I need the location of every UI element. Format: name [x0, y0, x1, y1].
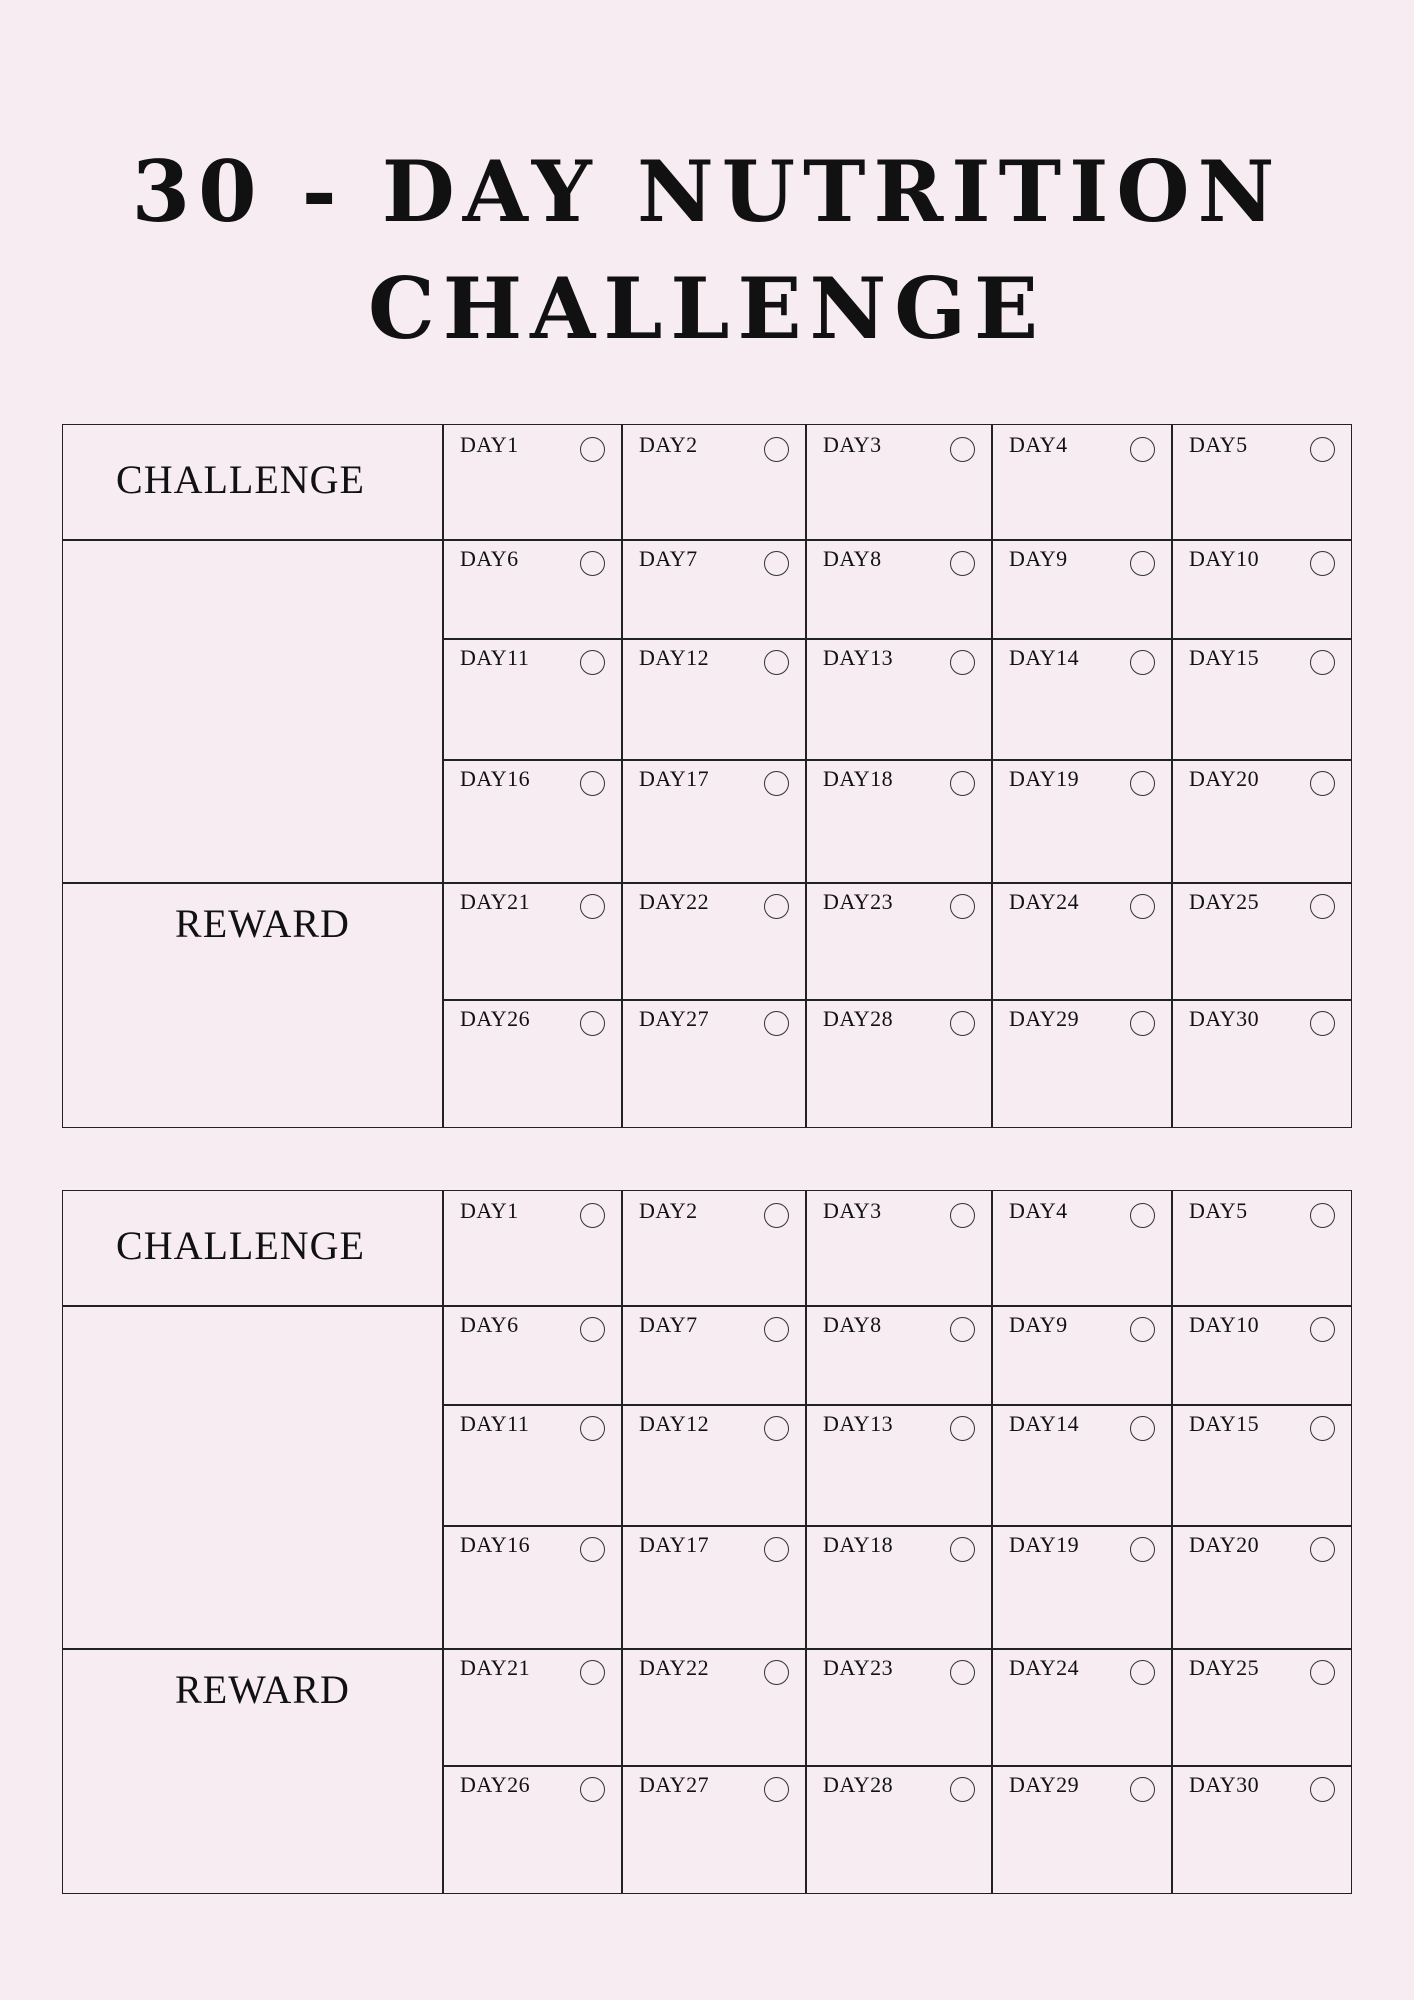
challenge-tracker — [62, 424, 1352, 1128]
day-checkbox-circle[interactable] — [580, 1660, 605, 1685]
day-label: DAY4 — [1009, 432, 1068, 457]
day-checkbox-circle[interactable] — [580, 894, 605, 919]
challenge-label: CHALLENGE — [116, 457, 365, 502]
day-cell — [621, 425, 805, 539]
day-label: DAY15 — [1189, 645, 1260, 670]
day-label: DAY14 — [1009, 1411, 1080, 1436]
day-cell — [805, 1404, 991, 1525]
day-cell — [805, 1765, 991, 1895]
day-checkbox-circle[interactable] — [1130, 1203, 1155, 1228]
day-cell — [991, 1404, 1171, 1525]
day-label: DAY22 — [639, 1655, 710, 1680]
day-cell — [621, 1765, 805, 1895]
day-checkbox-circle[interactable] — [764, 437, 789, 462]
day-checkbox-circle[interactable] — [764, 1416, 789, 1441]
day-checkbox-circle[interactable] — [1130, 1777, 1155, 1802]
day-cell — [1171, 1648, 1351, 1765]
page-title-line-1: 30 - DAY NUTRITION — [131, 142, 1283, 241]
day-cell — [991, 759, 1171, 882]
day-cell — [991, 539, 1171, 638]
day-checkbox-circle[interactable] — [1310, 1416, 1335, 1441]
day-label: DAY3 — [823, 1198, 882, 1223]
day-cell — [805, 425, 991, 539]
day-cell — [1171, 425, 1351, 539]
day-checkbox-circle[interactable] — [1310, 1203, 1335, 1228]
day-cell — [442, 1525, 621, 1648]
day-checkbox-circle[interactable] — [1310, 1011, 1335, 1036]
day-cell — [991, 999, 1171, 1129]
day-label: DAY10 — [1189, 1312, 1260, 1337]
day-cell — [442, 759, 621, 882]
day-checkbox-circle[interactable] — [580, 551, 605, 576]
day-cell — [1171, 638, 1351, 759]
day-label: DAY25 — [1189, 1655, 1260, 1680]
day-cell — [805, 759, 991, 882]
day-label: DAY26 — [460, 1006, 531, 1031]
day-checkbox-circle[interactable] — [950, 1537, 975, 1562]
day-checkbox-circle[interactable] — [1130, 650, 1155, 675]
day-cell — [1171, 882, 1351, 999]
day-cell — [1171, 1305, 1351, 1404]
day-cell — [621, 539, 805, 638]
day-label: DAY30 — [1189, 1772, 1260, 1797]
day-label: DAY5 — [1189, 1198, 1248, 1223]
day-label: DAY18 — [823, 766, 894, 791]
day-label: DAY20 — [1189, 766, 1260, 791]
day-checkbox-circle[interactable] — [764, 1537, 789, 1562]
day-label: DAY6 — [460, 1312, 519, 1337]
day-cell — [442, 539, 621, 638]
day-checkbox-circle[interactable] — [1130, 771, 1155, 796]
day-label: DAY20 — [1189, 1532, 1260, 1557]
day-cell — [442, 882, 621, 999]
day-label: DAY3 — [823, 432, 882, 457]
day-checkbox-circle[interactable] — [764, 771, 789, 796]
day-checkbox-circle[interactable] — [580, 1777, 605, 1802]
day-cell — [805, 999, 991, 1129]
day-cell — [442, 1305, 621, 1404]
day-label: DAY27 — [639, 1006, 710, 1031]
day-label: DAY21 — [460, 1655, 531, 1680]
day-cell — [805, 638, 991, 759]
day-checkbox-circle[interactable] — [764, 894, 789, 919]
day-label: DAY19 — [1009, 766, 1080, 791]
day-cell — [1171, 759, 1351, 882]
day-checkbox-circle[interactable] — [950, 437, 975, 462]
day-label: DAY21 — [460, 889, 531, 914]
day-cell — [1171, 1765, 1351, 1895]
day-checkbox-circle[interactable] — [950, 650, 975, 675]
day-label: DAY4 — [1009, 1198, 1068, 1223]
day-cell — [805, 1648, 991, 1765]
day-checkbox-circle[interactable] — [1310, 1537, 1335, 1562]
day-cell — [442, 425, 621, 539]
day-cell — [442, 1404, 621, 1525]
day-label: DAY2 — [639, 1198, 698, 1223]
day-checkbox-circle[interactable] — [580, 771, 605, 796]
day-cell — [991, 1765, 1171, 1895]
day-cell — [621, 1305, 805, 1404]
day-label: DAY13 — [823, 1411, 894, 1436]
day-cell — [621, 999, 805, 1129]
day-label: DAY10 — [1189, 546, 1260, 571]
day-checkbox-circle[interactable] — [1130, 437, 1155, 462]
day-label: DAY29 — [1009, 1006, 1080, 1031]
page-title-line-2: CHALLENGE — [367, 259, 1047, 358]
day-cell — [442, 1191, 621, 1305]
day-label: DAY5 — [1189, 432, 1248, 457]
day-label: DAY25 — [1189, 889, 1260, 914]
day-cell — [1171, 999, 1351, 1129]
day-cell — [991, 1305, 1171, 1404]
reward-label: REWARD — [175, 1667, 350, 1712]
day-cell — [805, 1305, 991, 1404]
day-label: DAY19 — [1009, 1532, 1080, 1557]
day-cell — [621, 638, 805, 759]
day-checkbox-circle[interactable] — [1130, 1416, 1155, 1441]
day-checkbox-circle[interactable] — [950, 1203, 975, 1228]
day-cell — [991, 1191, 1171, 1305]
day-label: DAY22 — [639, 889, 710, 914]
day-checkbox-circle[interactable] — [950, 1777, 975, 1802]
day-label: DAY16 — [460, 1532, 531, 1557]
day-label: DAY28 — [823, 1006, 894, 1031]
day-checkbox-circle[interactable] — [1130, 1537, 1155, 1562]
day-checkbox-circle[interactable] — [950, 1317, 975, 1342]
day-label: DAY8 — [823, 546, 882, 571]
day-cell — [1171, 1191, 1351, 1305]
day-checkbox-circle[interactable] — [1130, 1011, 1155, 1036]
day-checkbox-circle[interactable] — [1310, 551, 1335, 576]
day-label: DAY12 — [639, 1411, 710, 1436]
day-cell — [442, 999, 621, 1129]
day-checkbox-circle[interactable] — [950, 771, 975, 796]
challenge-tracker — [62, 1190, 1352, 1894]
day-label: DAY30 — [1189, 1006, 1260, 1031]
day-checkbox-circle[interactable] — [950, 894, 975, 919]
day-checkbox-circle[interactable] — [580, 1416, 605, 1441]
day-cell — [805, 1191, 991, 1305]
day-cell — [991, 882, 1171, 999]
day-checkbox-circle[interactable] — [580, 1011, 605, 1036]
day-label: DAY9 — [1009, 1312, 1068, 1337]
day-label: DAY13 — [823, 645, 894, 670]
day-cell — [991, 1648, 1171, 1765]
day-checkbox-circle[interactable] — [764, 650, 789, 675]
day-label: DAY17 — [639, 766, 710, 791]
day-checkbox-circle[interactable] — [950, 1660, 975, 1685]
day-label: DAY1 — [460, 1198, 519, 1223]
day-cell — [621, 1404, 805, 1525]
day-label: DAY24 — [1009, 889, 1080, 914]
day-label: DAY9 — [1009, 546, 1068, 571]
day-checkbox-circle[interactable] — [764, 1777, 789, 1802]
day-cell — [442, 638, 621, 759]
day-cell — [621, 1191, 805, 1305]
day-checkbox-circle[interactable] — [1130, 1317, 1155, 1342]
day-label: DAY29 — [1009, 1772, 1080, 1797]
day-cell — [442, 1648, 621, 1765]
day-checkbox-circle[interactable] — [764, 1011, 789, 1036]
day-checkbox-circle[interactable] — [950, 551, 975, 576]
day-label: DAY11 — [460, 645, 530, 670]
day-checkbox-circle[interactable] — [580, 650, 605, 675]
day-checkbox-circle[interactable] — [1130, 1660, 1155, 1685]
day-label: DAY2 — [639, 432, 698, 457]
day-checkbox-circle[interactable] — [1310, 1317, 1335, 1342]
day-label: DAY12 — [639, 645, 710, 670]
day-checkbox-circle[interactable] — [1130, 894, 1155, 919]
day-cell — [991, 1525, 1171, 1648]
day-checkbox-circle[interactable] — [580, 1537, 605, 1562]
day-cell — [621, 1648, 805, 1765]
day-checkbox-circle[interactable] — [1310, 437, 1335, 462]
day-checkbox-circle[interactable] — [1310, 1660, 1335, 1685]
day-label: DAY17 — [639, 1532, 710, 1557]
day-checkbox-circle[interactable] — [1310, 894, 1335, 919]
day-checkbox-circle[interactable] — [950, 1416, 975, 1441]
day-cell — [621, 882, 805, 999]
challenge-label: CHALLENGE — [116, 1223, 365, 1268]
day-checkbox-circle[interactable] — [764, 1317, 789, 1342]
day-label: DAY1 — [460, 432, 519, 457]
day-label: DAY6 — [460, 546, 519, 571]
day-label: DAY26 — [460, 1772, 531, 1797]
day-label: DAY7 — [639, 546, 698, 571]
day-cell — [621, 759, 805, 882]
day-label: DAY18 — [823, 1532, 894, 1557]
reward-label: REWARD — [175, 901, 350, 946]
day-cell — [1171, 539, 1351, 638]
day-checkbox-circle[interactable] — [764, 1203, 789, 1228]
day-checkbox-circle[interactable] — [764, 551, 789, 576]
day-checkbox-circle[interactable] — [950, 1011, 975, 1036]
day-cell — [621, 1525, 805, 1648]
day-checkbox-circle[interactable] — [580, 1317, 605, 1342]
day-label: DAY28 — [823, 1772, 894, 1797]
day-checkbox-circle[interactable] — [764, 1660, 789, 1685]
day-checkbox-circle[interactable] — [1310, 650, 1335, 675]
day-label: DAY23 — [823, 1655, 894, 1680]
day-label: DAY11 — [460, 1411, 530, 1436]
day-cell — [991, 638, 1171, 759]
day-checkbox-circle[interactable] — [1310, 771, 1335, 796]
day-label: DAY8 — [823, 1312, 882, 1337]
day-checkbox-circle[interactable] — [580, 1203, 605, 1228]
day-label: DAY16 — [460, 766, 531, 791]
day-cell — [805, 1525, 991, 1648]
day-checkbox-circle[interactable] — [1130, 551, 1155, 576]
day-label: DAY7 — [639, 1312, 698, 1337]
day-cell — [805, 882, 991, 999]
day-cell — [805, 539, 991, 638]
day-cell — [991, 425, 1171, 539]
day-label: DAY27 — [639, 1772, 710, 1797]
day-label: DAY15 — [1189, 1411, 1260, 1436]
day-label: DAY23 — [823, 889, 894, 914]
day-cell — [442, 1765, 621, 1895]
day-label: DAY24 — [1009, 1655, 1080, 1680]
day-checkbox-circle[interactable] — [1310, 1777, 1335, 1802]
day-checkbox-circle[interactable] — [580, 437, 605, 462]
day-cell — [1171, 1404, 1351, 1525]
day-cell — [1171, 1525, 1351, 1648]
day-label: DAY14 — [1009, 645, 1080, 670]
